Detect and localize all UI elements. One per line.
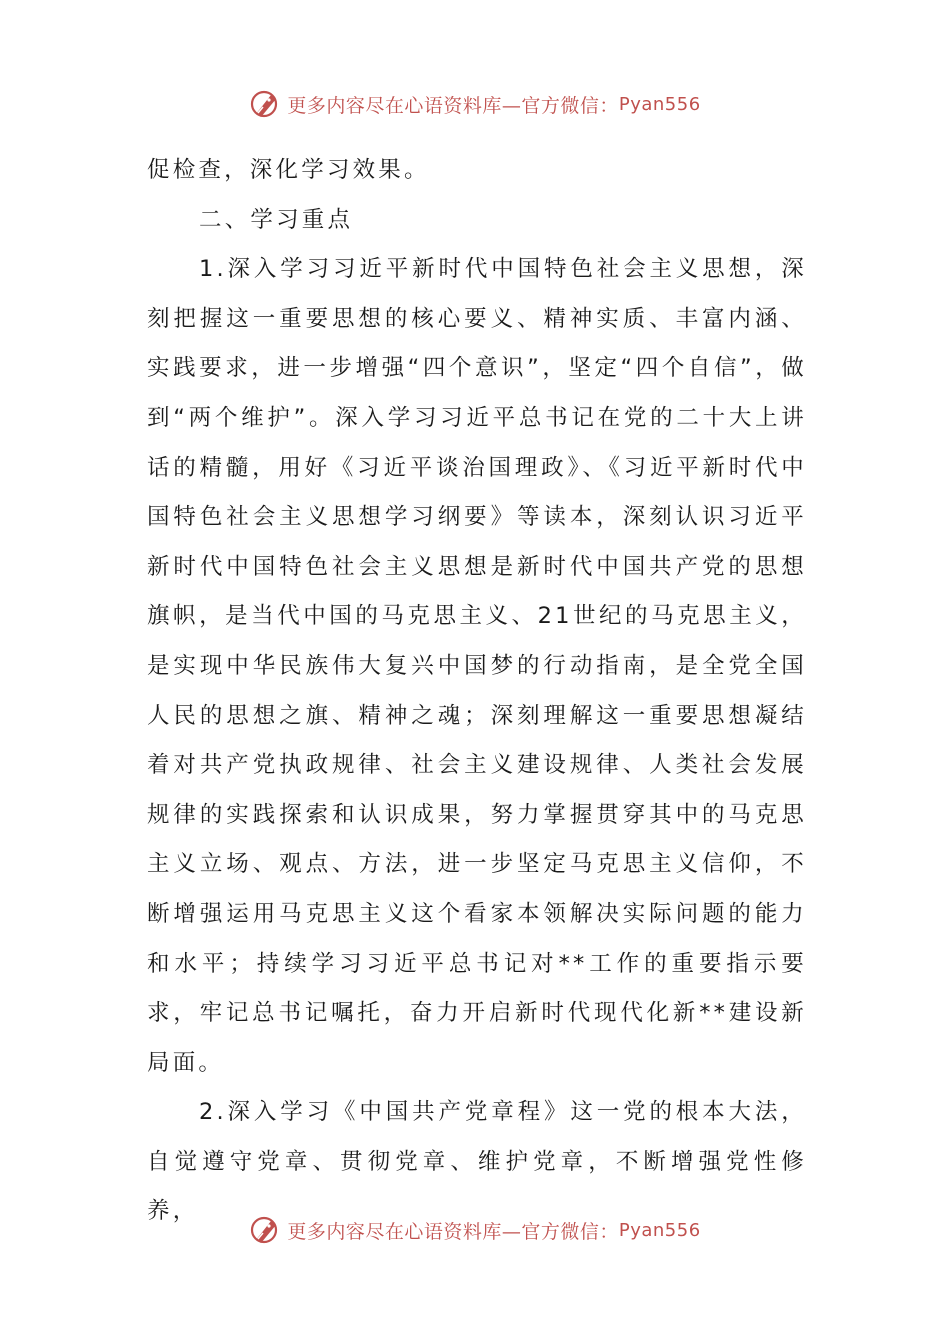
paragraph-item-1: 1.深入学习习近平新时代中国特色社会主义思想，深刻把握这一重要思想的核心要义、精神实质、丰富内涵、实践要求，进一步增强“四个意识”，坚定“四个自信”，做到“两个维护”。深入学习习近平总书记在党的二十大上讲话的精髓，用好《习近平谈治国理政》、《习近平新时代中国特色社会主义思想学习纲要》等读本，深刻认识习近平新时代中国特色社会主义思想是新时代中国共产党的思想旗帜，是当代中国的马克思主义、21世纪的马克思主义，是实现中华民族伟大复兴中国梦的行动指南，是全党全国人民的思想之旗、精神之魂；深刻理解这一重要思想凝结着对共产党执政规律、社会主义建设规律、人类社会发展规律的实践探索和认识成果，努力掌握贯穿其中的马克思主义立场、观点、方法，进一步坚定马克思主义信仰，不断增强运用马克思主义这个看家本领解决实际问题的能力和水平；持续学习习近平总书记对**工作的重要指示要求，牢记总书记嘱托，奋力开启新时代现代化新**建设新局面。 (147, 256, 807, 1076)
document-body (147, 146, 807, 1237)
watermark-text: 更多内容尽在心语资料库—官方微信： (287, 1220, 619, 1243)
watermark-footer (0, 1210, 950, 1250)
paragraph-continuation: 促检查，深化学习效果。 (147, 157, 430, 183)
section-heading: 二、学习重点 (199, 206, 354, 233)
pen-nib-logo-icon (249, 1213, 283, 1247)
watermark-text: 更多内容尽在心语资料库—官方微信： (287, 94, 619, 117)
watermark-header (0, 84, 950, 124)
watermark-wechat-id: Pyan556 (618, 93, 701, 115)
pen-nib-logo-icon (249, 87, 283, 121)
paragraph-item-2: 2.深入学习《中国共产党章程》这一党的根本大法，自觉遵守党章、贯彻党章、维护党章，不断增强党性修养， (147, 1099, 807, 1225)
watermark-wechat-id: Pyan556 (618, 1219, 701, 1241)
